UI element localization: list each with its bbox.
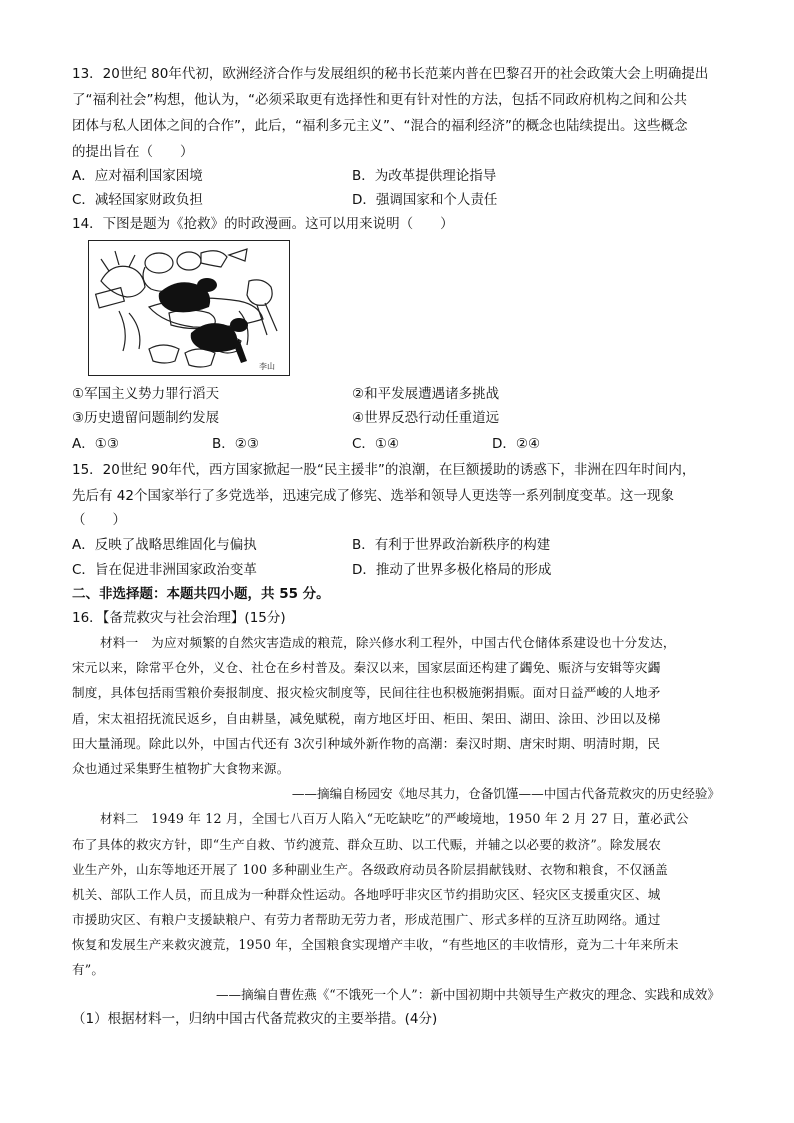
q16-m1-source: ——摘编自杨园安《地尽其力，仓备饥馑——中国古代备荒救灾的历史经验》 — [291, 786, 720, 801]
q16-m2-line-2: 布了具体的救灾方针，即“生产自救、节约渡荒、群众互助、以工代赈，并辅之以必要的救济”。除发展农 — [72, 837, 661, 852]
q16-m1-line-2: 宋元以来，除常平仓外，义仓、社仓在乡村普及。秦汉以来，国家层面还构建了蠲免、赈济与安辑等灾蠲 — [72, 660, 661, 675]
q16-title: 16．【备荒救灾与社会治理】(15分) — [72, 610, 286, 626]
q14-stem: 14．下图是题为《抢救》的时政漫画。这可以用来说明（ ） — [72, 216, 454, 232]
q16-m2-line-7: 有”。 — [72, 962, 105, 977]
q13-line-3: 团体与私人团体之间的合作”，此后，“福利多元主义”、“混合的福利经济”的概念也陆续提出。这些概念 — [72, 118, 688, 134]
q14-option-b: B．②③ — [212, 436, 259, 452]
q13-option-a: A．应对福利国家困境 — [72, 168, 203, 184]
q13-option-c: C．减轻国家财政负担 — [72, 192, 203, 208]
q16-m1-line-6: 众也通过采集野生植物扩大食物来源。 — [72, 761, 290, 776]
q14-item-3: ③历史遗留问题制约发展 — [72, 410, 220, 426]
cartoon-signature: 李山 — [259, 362, 275, 371]
q15-line-1: 15．20世纪 90年代，西方国家掀起一股“民主援非”的浪潮，在巨额援助的诱惑下，非洲在四年时间内， — [72, 462, 696, 478]
q16-m2-line-6: 恢复和发展生产来救灾渡荒，1950 年，全国粮食实现增产丰收，“有些地区的丰收情形，竟为二十年来所未 — [72, 937, 679, 952]
q14-item-1: ①军国主义势力罪行滔天 — [72, 386, 220, 402]
q16-m2-source: ——摘编自曹佐燕《“不饿死一个人”：新中国初期中共领导生产救灾的理念、实践和成效》 — [215, 987, 720, 1002]
q16-m2-line-5: 市援助灾区、有粮户支援缺粮户、有劳力者帮助无劳力者，形成范围广、形式多样的互济互助网络。通过 — [72, 912, 661, 927]
q15-option-c: C．旨在促进非洲国家政治变革 — [72, 562, 257, 578]
q16-m2-line-3: 业生产外，山东等地还开展了 100 多种副业生产。各级政府动员各阶层捐献钱财、衣物和粮食，不仅涵盖 — [72, 862, 668, 877]
q16-m1-line-5: 田大量涌现。除此以外，中国古代还有 3次引种域外新作物的高潮：秦汉时期、唐宋时期、明清时期，民 — [72, 736, 661, 751]
section-heading: 二、非选择题：本题共四小题，共 55 分。 — [72, 586, 330, 602]
q16-m2-line-4: 机关、部队工作人员，而且成为一种群众性运动。各地呼吁非灾区节约捐助灾区、轻灾区支援重灾区、城 — [72, 887, 661, 902]
q14-option-a: A．①③ — [72, 436, 119, 452]
q13-option-d: D．强调国家和个人责任 — [352, 192, 498, 208]
q15-line-3: （ ） — [72, 512, 126, 528]
q15-option-a: A．反映了战略思维固化与偏执 — [72, 537, 257, 553]
q15-line-2: 先后有 42个国家举行了多党选举，迅速完成了修宪、选举和领导人更迭等一系列制度变革。这一现象 — [72, 488, 674, 504]
q16-m1-line-4: 盾，宋太祖招抚流民返乡，自由耕垦，减免赋税，南方地区圩田、柜田、架田、湖田、涂田、沙田以及梯 — [72, 711, 661, 726]
q15-option-b: B．有利于世界政治新秩序的构建 — [352, 537, 551, 553]
q14-item-2: ②和平发展遭遇诸多挑战 — [352, 386, 500, 402]
q16-subquestion-1: （1）根据材料一，归纳中国古代备荒救灾的主要举措。(4分) — [72, 1011, 438, 1027]
political-cartoon-image — [88, 240, 290, 376]
q13-line-1: 13．20世纪 80年代初，欧洲经济合作与发展组织的秘书长范莱内普在巴黎召开的社会政策大会上明确提出 — [72, 66, 709, 82]
q14-option-d: D．②④ — [492, 436, 541, 452]
q14-item-4: ④世界反恐行动任重道远 — [352, 410, 500, 426]
q13-line-4: 的提出旨在（ ） — [72, 144, 194, 160]
cartoon-drawing — [89, 241, 289, 375]
q15-option-d: D．推动了世界多极化格局的形成 — [352, 562, 552, 578]
q14-option-c: C．①④ — [352, 436, 400, 452]
q13-line-2: 了“福利社会”构想，他认为，“必须采取更有选择性和更有针对性的方法，包括不同政府机构之间和公共 — [72, 92, 687, 108]
q13-option-b: B．为改革提供理论指导 — [352, 168, 497, 184]
q16-m1-line-3: 制度，具体包括雨雪粮价奏报制度、报灾检灾制度等，民间往往也积极施粥捐赈。面对日益严峻的人地矛 — [72, 685, 661, 700]
q16-m2-line-1: 材料二 1949 年 12 月，全国七八百万人陷入“无吃缺吃”的严峻境地，1950 年 2 月 27 日，董必武公 — [100, 811, 689, 826]
q16-m1-line-1: 材料一 为应对频繁的自然灾害造成的粮荒，除兴修水利工程外，中国古代仓储体系建设也十分发达， — [100, 635, 676, 650]
